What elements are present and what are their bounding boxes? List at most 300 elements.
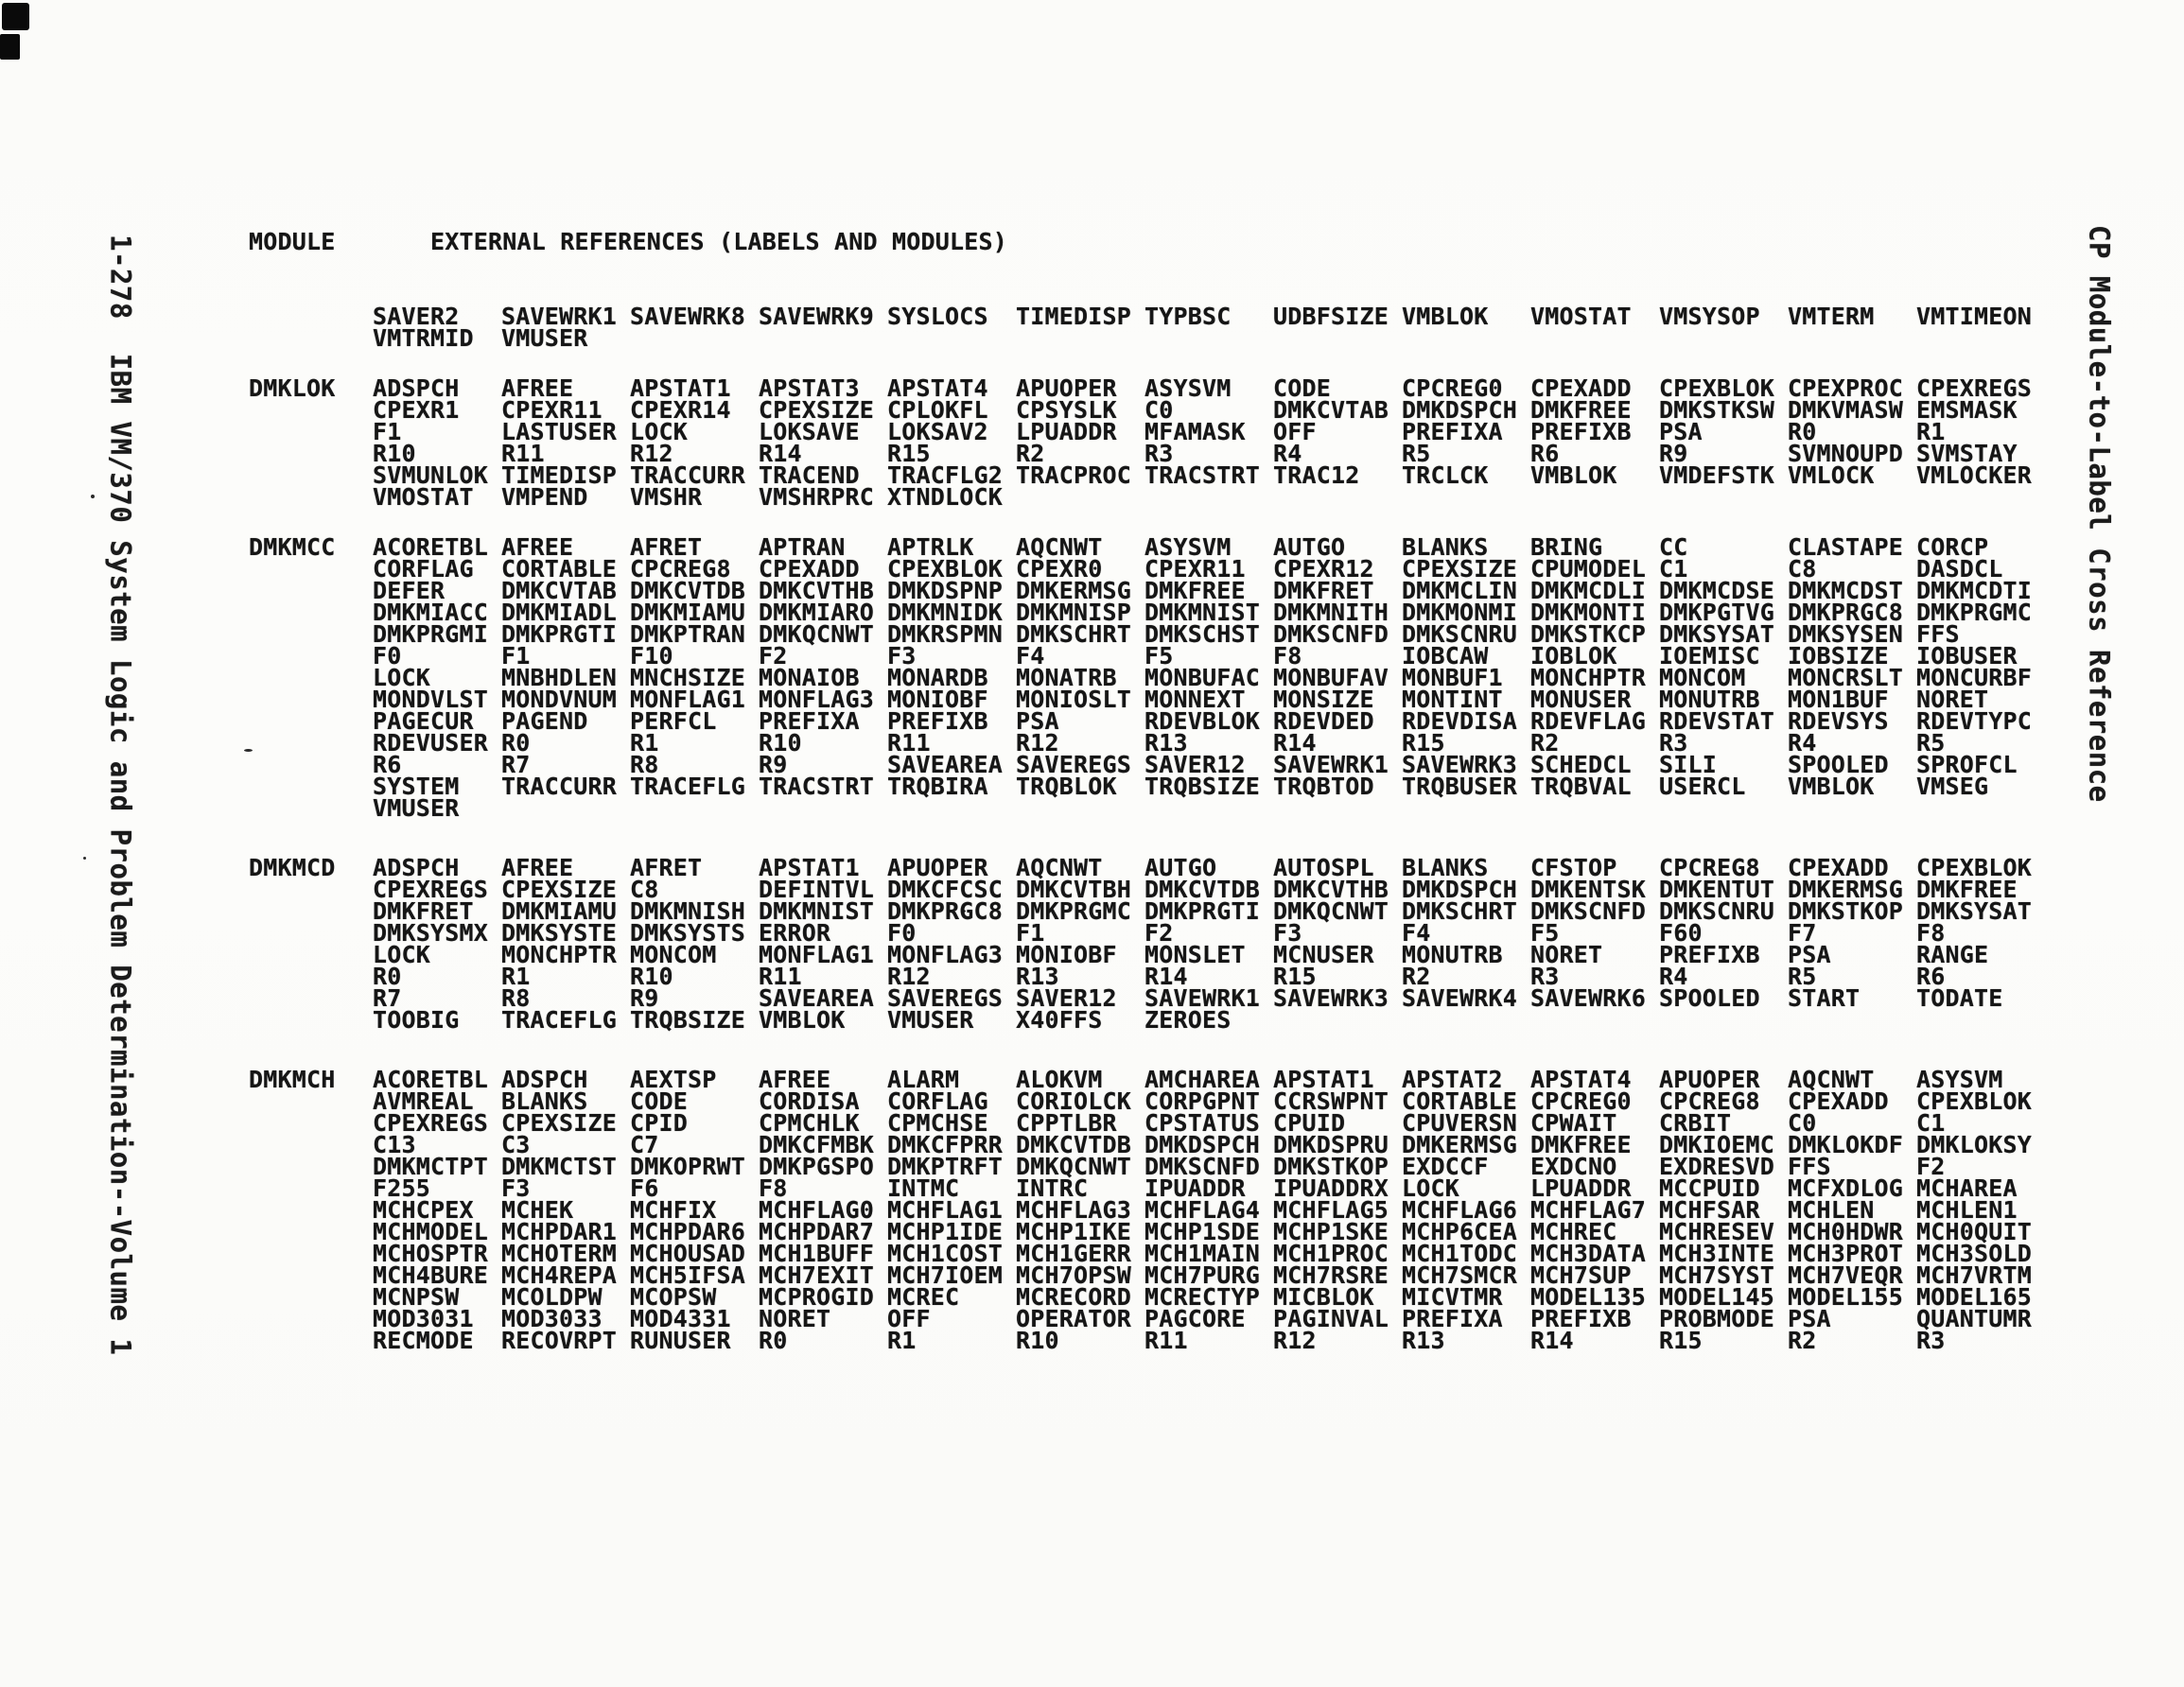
label-cell: R12 (1016, 729, 1059, 757)
label-cell: PAGECUR (373, 707, 474, 735)
label-cell: MONUSER (1530, 686, 1632, 713)
label-cell: R8 (501, 984, 531, 1012)
label-cell: IPUADDRX (1273, 1174, 1389, 1202)
label-cell: MCH4REPA (501, 1261, 618, 1289)
label-cell: C0 (1788, 1109, 1817, 1137)
label-cell: CPEXSIZE (501, 1109, 618, 1137)
label-cell: R10 (630, 963, 673, 990)
label-cell: EXDRESVD (1659, 1153, 1775, 1180)
label-cell: SAVER12 (1144, 751, 1246, 778)
label-cell: SVMSTAY (1916, 440, 2018, 467)
label-cell: DMKRSPMN (887, 620, 1004, 648)
label-cell: MCOPSW (630, 1283, 717, 1311)
label-cell: TRACEFLG (501, 1006, 618, 1034)
label-cell: ERROR (759, 919, 831, 947)
label-cell: TRACEND (759, 461, 860, 489)
label-cell: VMOSTAT (1530, 303, 1632, 330)
label-cell: MCH7RSRE (1273, 1261, 1389, 1289)
label-cell: R10 (373, 440, 416, 467)
label-cell: BRING (1530, 533, 1603, 561)
label-cell: TRQBSIZE (1144, 773, 1261, 800)
label-cell: MON1BUF (1788, 686, 1889, 713)
label-cell: ASYSVM (1916, 1066, 2003, 1093)
label-cell: CORDISA (759, 1087, 860, 1115)
label-cell: VMBLOK (759, 1006, 846, 1034)
label-cell: DMKMIAMU (501, 897, 618, 925)
label-cell: SAVEWRK3 (1273, 984, 1389, 1012)
label-cell: CPCREG0 (1402, 374, 1503, 402)
label-cell: LASTUSER (501, 418, 618, 445)
label-cell: F5 (1144, 642, 1174, 670)
label-cell: TOOBIG (373, 1006, 460, 1034)
label-cell: C7 (630, 1131, 659, 1158)
label-cell: LPUADDR (1530, 1174, 1632, 1202)
label-cell: MCHREC (1530, 1218, 1617, 1245)
label-cell: DMKDSPNP (887, 577, 1004, 604)
label-cell: CORFLAG (373, 555, 474, 583)
label-cell: MODEL155 (1788, 1283, 1904, 1311)
label-cell: R7 (373, 984, 402, 1012)
label-cell: R15 (1273, 963, 1317, 990)
label-cell: CODE (1273, 374, 1332, 402)
label-cell: PREFIXA (1402, 418, 1503, 445)
label-cell: R5 (1916, 729, 1946, 757)
label-cell: MONCURBF (1916, 664, 2033, 691)
label-cell: R9 (630, 984, 659, 1012)
label-cell: DMKCVTHB (759, 577, 875, 604)
label-cell: RDEVFLAG (1530, 707, 1647, 735)
label-cell: DMKCVTAB (1273, 396, 1389, 424)
label-cell: MONDVLST (373, 686, 489, 713)
label-cell: MCHCPEX (373, 1196, 474, 1224)
label-cell: APSTAT2 (1402, 1066, 1503, 1093)
label-cell: CORPGPNT (1144, 1087, 1261, 1115)
label-cell: SAVEREGS (887, 984, 1004, 1012)
label-cell: CPEXR11 (1144, 555, 1246, 583)
label-cell: CPEXADD (1788, 854, 1889, 881)
label-cell: MICVTMR (1402, 1283, 1503, 1311)
label-cell: TRQBSIZE (630, 1006, 746, 1034)
label-cell: DMKMCDSE (1659, 577, 1775, 604)
label-cell: MCFXDLOG (1788, 1174, 1904, 1202)
label-cell: RDEVTYPC (1916, 707, 2033, 735)
label-cell: MONCOM (1659, 664, 1746, 691)
label-cell: DMKPRGTI (501, 620, 618, 648)
label-cell: R0 (1788, 418, 1817, 445)
label-cell: CPEXADD (759, 555, 860, 583)
label-cell: MONATRB (1016, 664, 1117, 691)
label-cell: MONIOBF (1016, 941, 1117, 968)
scan-speck (244, 749, 253, 752)
label-cell: APSTAT4 (887, 374, 988, 402)
label-cell: MOD4331 (630, 1305, 731, 1332)
label-cell: DMKCFMBK (759, 1131, 875, 1158)
label-cell: DMKQCNWT (1273, 897, 1389, 925)
label-cell: DMKERMSG (1788, 876, 1904, 903)
label-cell: R3 (1916, 1327, 1946, 1354)
label-cell: FFS (1788, 1153, 1831, 1180)
label-cell: MCHFLAG7 (1530, 1196, 1647, 1224)
label-cell: APSTAT4 (1530, 1066, 1632, 1093)
label-cell: MONFLAG3 (759, 686, 875, 713)
label-cell: APSTAT1 (630, 374, 731, 402)
references-column-header: EXTERNAL REFERENCES (LABELS AND MODULES) (430, 228, 1008, 255)
label-cell: F2 (1144, 919, 1174, 947)
label-cell: CPID (630, 1109, 689, 1137)
label-cell: DMKMIAMU (630, 599, 746, 626)
label-cell: DMKMCDLI (1530, 577, 1647, 604)
label-cell: DMKSTKCP (1530, 620, 1647, 648)
label-cell: START (1788, 984, 1861, 1012)
label-cell: DMKFREE (1530, 1131, 1632, 1158)
label-cell: R14 (1144, 963, 1188, 990)
label-cell: DMKSCHRT (1402, 897, 1518, 925)
label-cell: TRAC12 (1273, 461, 1360, 489)
label-cell: AUTGO (1144, 854, 1217, 881)
label-cell: MCCPUID (1659, 1174, 1760, 1202)
label-cell: VMBLOK (1788, 773, 1875, 800)
label-cell: MNBHDLEN (501, 664, 618, 691)
label-cell: EXDCCF (1402, 1153, 1489, 1180)
label-cell: NORET (1530, 941, 1603, 968)
label-cell: R15 (1659, 1327, 1703, 1354)
label-cell: CPEXBLOK (1916, 854, 2033, 881)
label-cell: MCH7SYST (1659, 1261, 1775, 1289)
label-cell: MCHFLAG4 (1144, 1196, 1261, 1224)
label-cell: DMKSYSAT (1916, 897, 2033, 925)
label-cell: MCHFLAG1 (887, 1196, 1004, 1224)
label-cell: RDEVDED (1273, 707, 1374, 735)
label-cell: APUOPER (887, 854, 988, 881)
label-cell: DMKMCTPT (373, 1153, 489, 1180)
label-cell: CORIOLCK (1016, 1087, 1132, 1115)
label-cell: DMKIOEMC (1659, 1131, 1775, 1158)
label-cell: DMKSCNFD (1273, 620, 1389, 648)
label-cell: R6 (1916, 963, 1946, 990)
label-cell: DMKPRGMI (373, 620, 489, 648)
label-cell: MONBUFAV (1273, 664, 1389, 691)
label-cell: AFREE (501, 374, 574, 402)
label-cell: R13 (1016, 963, 1059, 990)
label-cell: TRACEFLG (630, 773, 746, 800)
label-cell: R5 (1402, 440, 1431, 467)
label-cell: MCH5IFSA (630, 1261, 746, 1289)
label-cell: SAVEWRK8 (630, 303, 746, 330)
label-cell: RDEVDISA (1402, 707, 1518, 735)
label-cell: F4 (1016, 642, 1045, 670)
label-cell: LOCK (373, 664, 431, 691)
label-cell: DMKVMASW (1788, 396, 1904, 424)
scan-artifact (0, 34, 20, 60)
label-cell: R0 (759, 1327, 788, 1354)
label-cell: NORET (759, 1305, 831, 1332)
label-cell: LPUADDR (1016, 418, 1117, 445)
label-cell: DMKFREE (1530, 396, 1632, 424)
label-cell: DMKPGSPO (759, 1153, 875, 1180)
label-cell: CPUVERSN (1402, 1109, 1518, 1137)
label-cell: DMKMIACC (373, 599, 489, 626)
label-cell: CCRSWPNT (1273, 1087, 1389, 1115)
label-cell: F7 (1788, 919, 1817, 947)
label-cell: DMKMIADL (501, 599, 618, 626)
label-cell: R2 (1402, 963, 1431, 990)
label-cell: R1 (887, 1327, 917, 1354)
label-cell: BLANKS (1402, 854, 1489, 881)
label-cell: MONSIZE (1273, 686, 1374, 713)
label-cell: DMKMNISH (630, 897, 746, 925)
label-cell: PREFIXB (887, 707, 988, 735)
label-cell: DMKLOKSY (1916, 1131, 2033, 1158)
label-cell: MCHMODEL (373, 1218, 489, 1245)
label-cell: CPLOKFL (887, 396, 988, 424)
label-cell: PREFIXB (1659, 941, 1760, 968)
label-cell: MOD3031 (373, 1305, 474, 1332)
label-cell: R12 (630, 440, 673, 467)
label-cell: MCH3PROT (1788, 1240, 1904, 1267)
label-cell: C8 (630, 876, 659, 903)
label-cell: MONCOM (630, 941, 717, 968)
label-cell: SPOOLED (1659, 984, 1760, 1012)
label-cell: F255 (373, 1174, 431, 1202)
label-cell: R2 (1016, 440, 1045, 467)
label-cell: R8 (630, 751, 659, 778)
label-cell: CPPTLBR (1016, 1109, 1117, 1137)
label-cell: DMKMNIST (759, 897, 875, 925)
label-cell: ALARM (887, 1066, 960, 1093)
label-cell: VMDEFSTK (1659, 461, 1775, 489)
label-cell: DMKCFCSC (887, 876, 1004, 903)
label-cell: DMKSYSAT (1659, 620, 1775, 648)
label-cell: TRACFLG2 (887, 461, 1004, 489)
label-cell: R2 (1788, 1327, 1817, 1354)
label-cell: F4 (1402, 919, 1431, 947)
label-cell: MCHFIX (630, 1196, 717, 1224)
label-cell: DMKQCNWT (1016, 1153, 1132, 1180)
label-cell: MCHP1SDE (1144, 1218, 1261, 1245)
label-cell: MCH7VEQR (1788, 1261, 1904, 1289)
label-cell: SYSTEM (373, 773, 460, 800)
label-cell: DMKMIARO (759, 599, 875, 626)
label-cell: MCHLEN (1788, 1196, 1875, 1224)
label-cell: MCH1GERR (1016, 1240, 1132, 1267)
label-cell: DMKLOKDF (1788, 1131, 1904, 1158)
label-cell: MCHFLAG5 (1273, 1196, 1389, 1224)
label-cell: CPEXR1 (373, 396, 460, 424)
label-cell: RECOVRPT (501, 1327, 618, 1354)
label-cell: IOBCAW (1402, 642, 1489, 670)
label-cell: RDEVBLOK (1144, 707, 1261, 735)
label-cell: APTRAN (759, 533, 846, 561)
label-cell: QUANTUMR (1916, 1305, 2033, 1332)
label-cell: DMKSCHST (1144, 620, 1261, 648)
label-cell: PREFIXB (1530, 1305, 1632, 1332)
label-cell: C8 (1788, 555, 1817, 583)
label-cell: TRACSTRT (1144, 461, 1261, 489)
label-cell: CPEXPROC (1788, 374, 1904, 402)
label-cell: C1 (1916, 1109, 1946, 1137)
label-cell: F8 (759, 1174, 788, 1202)
label-cell: AFREE (501, 854, 574, 881)
label-cell: F2 (1916, 1153, 1946, 1180)
label-cell: F0 (887, 919, 917, 947)
label-cell: AQCNWT (1788, 1066, 1875, 1093)
label-cell: CORCP (1916, 533, 1989, 561)
label-cell: DMKSTKOP (1788, 897, 1904, 925)
label-cell: EMSMASK (1916, 396, 2018, 424)
label-cell: CPEXSIZE (759, 396, 875, 424)
label-cell: DMKMCLIN (1402, 577, 1518, 604)
label-cell: R4 (1273, 440, 1302, 467)
label-cell: DMKCVTBH (1016, 876, 1132, 903)
label-cell: DMKENTSK (1530, 876, 1647, 903)
label-cell: AFREE (501, 533, 574, 561)
label-cell: TRQBUSER (1402, 773, 1518, 800)
label-cell: DMKPTRAN (630, 620, 746, 648)
label-cell: APSTAT1 (1273, 1066, 1374, 1093)
label-cell: DMKCVTDB (1144, 876, 1261, 903)
label-cell: DMKCVTAB (501, 577, 618, 604)
label-cell: CPCREG8 (1659, 1087, 1760, 1115)
label-cell: SPROFCL (1916, 751, 2018, 778)
label-cell: VMTERM (1788, 303, 1875, 330)
label-cell: CPUMODEL (1530, 555, 1647, 583)
label-cell: R14 (1530, 1327, 1574, 1354)
label-cell: APTRLK (887, 533, 974, 561)
label-cell: SAVEWRK4 (1402, 984, 1518, 1012)
label-cell: AUTGO (1273, 533, 1346, 561)
label-cell: MONUTRB (1402, 941, 1503, 968)
module-name: DMKLOK (249, 374, 336, 402)
label-cell: DMKMONTI (1530, 599, 1647, 626)
label-cell: R0 (373, 963, 402, 990)
label-cell: ALOKVM (1016, 1066, 1103, 1093)
label-cell: DMKCVTHB (1273, 876, 1389, 903)
label-cell: MCNPSW (373, 1283, 460, 1311)
label-cell: R13 (1402, 1327, 1445, 1354)
label-cell: MCH1COST (887, 1240, 1004, 1267)
label-cell: MONIOSLT (1016, 686, 1132, 713)
label-cell: MCHFLAG6 (1402, 1196, 1518, 1224)
label-cell: ZEROES (1144, 1006, 1232, 1034)
page-title-vertical: CP Module-to-Label Cross Reference (2083, 225, 2116, 803)
label-cell: DMKPTRFT (887, 1153, 1004, 1180)
label-cell: IOBSIZE (1788, 642, 1889, 670)
label-cell: R7 (501, 751, 531, 778)
label-cell: MONCRSLT (1788, 664, 1904, 691)
label-cell: MCH7VRTM (1916, 1261, 2033, 1289)
label-cell: DMKOPRWT (630, 1153, 746, 1180)
label-cell: ASYSVM (1144, 533, 1232, 561)
label-cell: CLASTAPE (1788, 533, 1904, 561)
label-cell: DMKMONMI (1402, 599, 1518, 626)
label-cell: CRBIT (1659, 1109, 1732, 1137)
label-cell: MCH3DATA (1530, 1240, 1647, 1267)
label-cell: DMKPRGC8 (887, 897, 1004, 925)
label-cell: CODE (630, 1087, 689, 1115)
label-cell: CPEXBLOK (1659, 374, 1775, 402)
label-cell: R1 (630, 729, 659, 757)
label-cell: MONARDB (887, 664, 988, 691)
label-cell: F2 (759, 642, 788, 670)
label-cell: MONBUFAC (1144, 664, 1261, 691)
page-footer-vertical: 1-278 IBM VM/370 System Logic and Problem Determination--Volume 1 (104, 235, 137, 1356)
label-cell: R12 (887, 963, 931, 990)
label-cell: TIMEDISP (501, 461, 618, 489)
label-cell: SAVEWRK3 (1402, 751, 1518, 778)
scan-artifact (2, 3, 29, 30)
label-cell: DMKMCDTI (1916, 577, 2033, 604)
label-cell: DMKFREE (1144, 577, 1246, 604)
label-cell: CPSYSLK (1016, 396, 1117, 424)
label-cell: DMKMCDST (1788, 577, 1904, 604)
label-cell: DMKSYSEN (1788, 620, 1904, 648)
label-cell: MFAMASK (1144, 418, 1246, 445)
label-cell: SVMNOUPD (1788, 440, 1904, 467)
label-cell: DMKSTKSW (1659, 396, 1775, 424)
label-cell: DMKSYSMX (373, 919, 489, 947)
label-cell: MONCHPTR (1530, 664, 1647, 691)
label-cell: INTMC (887, 1174, 960, 1202)
label-cell: R14 (1273, 729, 1317, 757)
label-cell: DMKDSPCH (1144, 1131, 1261, 1158)
label-cell: MCHOTERM (501, 1240, 618, 1267)
label-cell: SAVEWRK1 (1144, 984, 1261, 1012)
module-column-header: MODULE (249, 228, 336, 255)
label-cell: DMKSCNFD (1530, 897, 1647, 925)
label-cell: R11 (501, 440, 545, 467)
label-cell: MCHP1IDE (887, 1218, 1004, 1245)
label-cell: ASYSVM (1144, 374, 1232, 402)
label-cell: TRACSTRT (759, 773, 875, 800)
label-cell: IPUADDR (1144, 1174, 1246, 1202)
label-cell: LOCK (373, 941, 431, 968)
label-cell: SAVEWRK1 (1273, 751, 1389, 778)
label-cell: DEFINTVL (759, 876, 875, 903)
label-cell: R6 (373, 751, 402, 778)
label-cell: VMPEND (501, 483, 588, 511)
label-cell: MCH7OPSW (1016, 1261, 1132, 1289)
label-cell: MONFLAG1 (759, 941, 875, 968)
label-cell: AFRET (630, 533, 703, 561)
label-cell: USERCL (1659, 773, 1746, 800)
label-cell: MCH7EXIT (759, 1261, 875, 1289)
label-cell: DMKSCHRT (1016, 620, 1132, 648)
label-cell: MCOLDPW (501, 1283, 603, 1311)
label-cell: VMLOCKER (1916, 461, 2033, 489)
label-cell: APSTAT1 (759, 854, 860, 881)
label-cell: RDEVSTAT (1659, 707, 1775, 735)
label-cell: MONFLAG3 (887, 941, 1004, 968)
label-cell: DMKPRGMC (1016, 897, 1132, 925)
label-cell: VMUSER (501, 324, 588, 352)
label-cell: F8 (1273, 642, 1302, 670)
module-name: DMKMCH (249, 1066, 336, 1093)
label-cell: SAVEAREA (759, 984, 875, 1012)
label-cell: BLANKS (501, 1087, 588, 1115)
label-cell: MCH1PROC (1273, 1240, 1389, 1267)
label-cell: RDEVUSER (373, 729, 489, 757)
label-cell: DMKCVTDB (630, 577, 746, 604)
label-cell: APUOPER (1016, 374, 1117, 402)
label-cell: DMKPRGTI (1144, 897, 1261, 925)
label-cell: SPOOLED (1788, 751, 1889, 778)
label-cell: CPEXADD (1530, 374, 1632, 402)
label-cell: F3 (887, 642, 917, 670)
label-cell: DMKFRET (373, 897, 474, 925)
label-cell: PAGEND (501, 707, 588, 735)
label-cell: MCREC (887, 1283, 960, 1311)
label-cell: MCH0QUIT (1916, 1218, 2033, 1245)
